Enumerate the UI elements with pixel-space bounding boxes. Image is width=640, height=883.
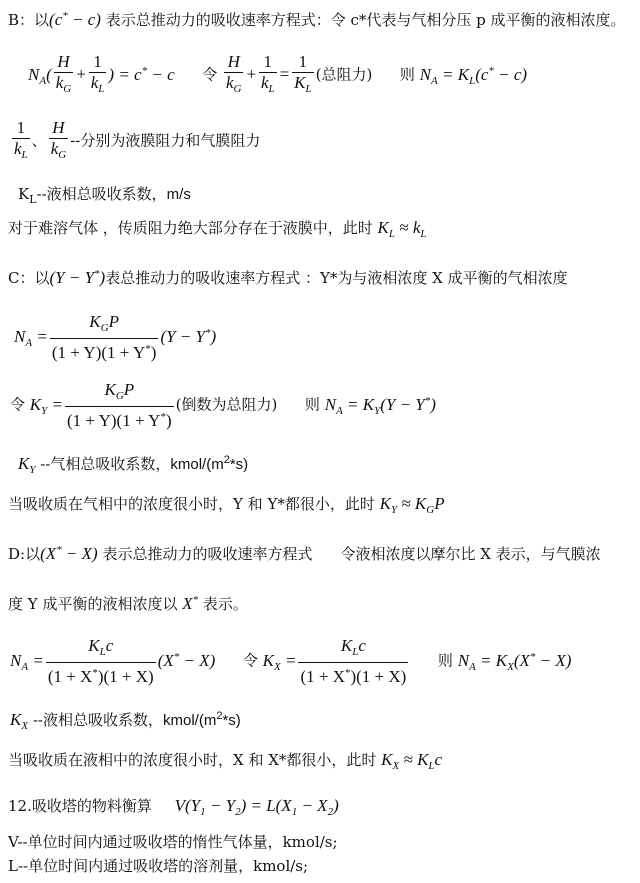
difficult-gas-note: 对于难溶气体 ，传质阻力绝大部分存在于液膜中，此时 $K_L \approx k_L$	[8, 218, 427, 240]
gas-condition-note: 当吸收质在气相中的浓度很小时，Y 和 Y*都很小，此时 $K_Y \approx K_GP$	[8, 494, 445, 516]
section-d-equation: $N_A$ = $\frac{K_Lc}{(1 + X^*)(1 + X)}$ (X* − X) 令 $K_X$ = $\frac{K_Lc}{(1 + X^*)(1 + X)}$ 则 $N_A = K_X(X^* - X)$	[10, 636, 572, 686]
section-b-equation: $N_A$( $\frac{H}{k_G}$ + $\frac{1}{k_L}$ ) = c* − c 令 $\frac{H}{k_G}$ + $\frac{1}{k_L}$ = $\frac{1}{K_L}$ (总阻力) 则 $N_A = K_L(c^* - c)$	[28, 52, 528, 95]
section-d-heading-2: 度 Y 成平衡的液相浓度以 X* 表示。	[8, 594, 248, 613]
v-definition: V--单位时间内通过吸收塔的惰性气体量，kmol/s;	[8, 833, 338, 851]
section-b-heading: B：以(c* − c) 表示总推动力的吸收速率方程式：令 c*代表与气相分压 p 成平衡的液相浓度。	[8, 10, 626, 29]
liquid-condition-note: 当吸收质在液相中的浓度很小时，X 和 X*都很小，此时 $K_X \approx K_Lc$	[8, 750, 443, 772]
section-c-equation-2: 令 $K_Y$ = $\frac{K_GP}{(1 + Y)(1 + Y^*)}$ (倒数为总阻力) 则 $N_A = K_Y(Y - Y^*)$	[10, 380, 436, 430]
ky-definition: $K_Y$ --气相总吸收系数，kmol/$(m^2*s)$	[18, 454, 249, 476]
section-c-heading: C：以(Y − Y*)表总推动力的吸收速率方程式 ：Y*为与液相浓度 X 成平衡的气相浓度	[8, 268, 568, 287]
section-d-heading-1: D:以(X* − X) 表示总推动力的吸收速率方程式 令液相浓度以摩尔比 X 表示，与气膜浓	[8, 544, 601, 563]
section-c-equation-1: $N_A$ = $\frac{K_GP}{(1 + Y)(1 + Y^*)}$ (Y − Y*)	[14, 312, 217, 362]
resistance-note: $\frac{1}{k_L}$ 、 $\frac{H}{k_G}$ --分别为液膜阻力和气膜阻力	[14, 118, 261, 161]
section-12-heading: 12.吸收塔的物料衡算 $V(Y_1 - Y_2) = L(X_1 - X_2)$	[8, 796, 339, 818]
kl-definition: $K_L--$液相总吸收系数，m/s	[18, 185, 191, 206]
let-label: 令	[202, 65, 218, 84]
kx-definition: $K_X$ --液相总吸收系数，kmol/$(m^2*s)$	[10, 710, 241, 732]
l-definition: L--单位时间内通过吸收塔的溶剂量，kmol/s;	[8, 857, 309, 875]
